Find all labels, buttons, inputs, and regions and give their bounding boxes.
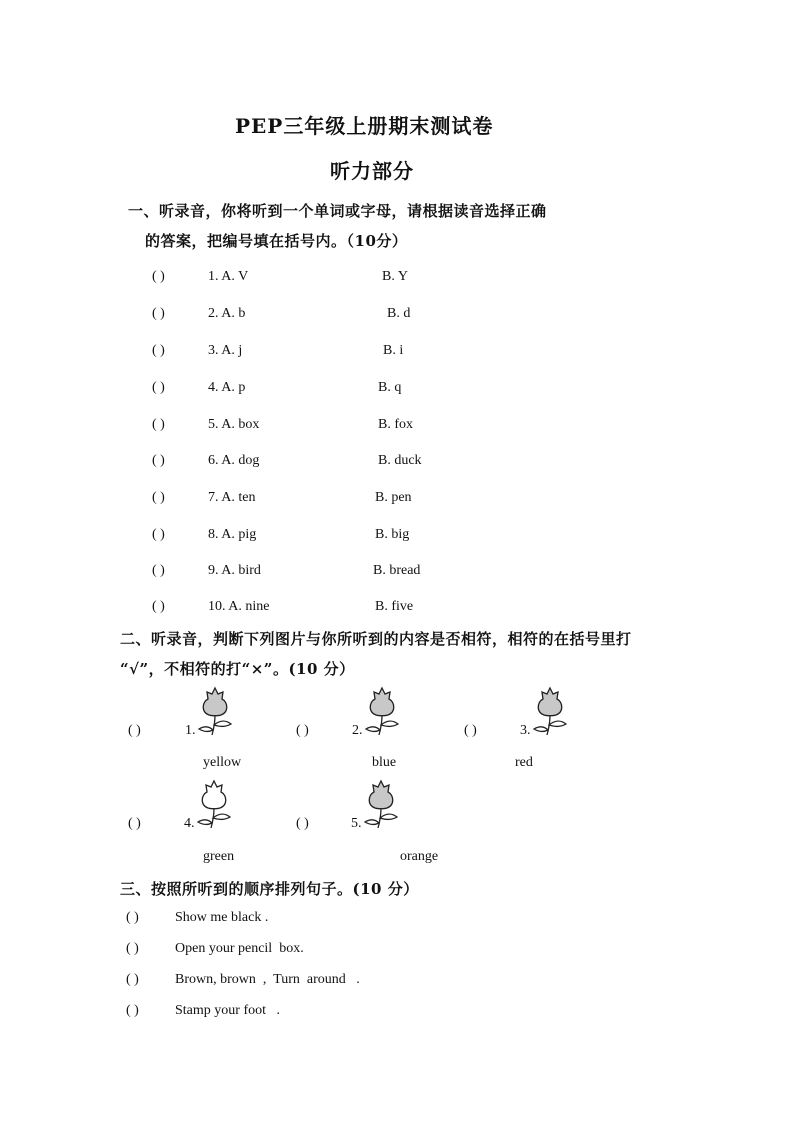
judge-blank[interactable]: ( ) xyxy=(464,723,477,738)
answer-blank[interactable]: ( ) xyxy=(152,563,165,578)
picture-number: 2. xyxy=(352,723,363,738)
color-label: red xyxy=(515,755,533,770)
answer-blank[interactable]: ( ) xyxy=(152,527,165,542)
section2-heading-line2: “√”，不相符的打“×”。(10 分） xyxy=(120,660,355,678)
option-b: B. d xyxy=(387,306,411,321)
tulip-flower-icon xyxy=(362,686,402,736)
color-label: blue xyxy=(372,755,397,770)
option-b: B. bread xyxy=(373,563,421,578)
judge-blank[interactable]: ( ) xyxy=(128,723,141,738)
answer-blank[interactable]: ( ) xyxy=(152,599,165,614)
option-b: B. Y xyxy=(382,269,408,284)
option-a: 4. A. p xyxy=(208,380,246,395)
judge-blank[interactable]: ( ) xyxy=(296,723,309,738)
tulip-flower-icon xyxy=(361,779,401,829)
color-label: green xyxy=(203,849,235,864)
option-a: 8. A. pig xyxy=(208,527,257,542)
color-label: orange xyxy=(400,849,439,864)
picture-number: 1. xyxy=(185,723,196,738)
sentence-text: Open your pencil box. xyxy=(175,941,304,956)
judge-blank[interactable]: ( ) xyxy=(128,816,141,831)
answer-blank[interactable]: ( ) xyxy=(152,269,165,284)
sentence-text: Brown, brown , Turn around . xyxy=(175,972,360,987)
tulip-flower-icon xyxy=(530,686,570,736)
option-b: B. fox xyxy=(378,417,413,432)
option-a: 6. A. dog xyxy=(208,453,260,468)
picture-number: 4. xyxy=(184,816,195,831)
picture-number: 3. xyxy=(520,723,531,738)
option-a: 7. A. ten xyxy=(208,490,256,505)
option-b: B. i xyxy=(383,343,404,358)
tulip-flower-icon xyxy=(194,779,234,829)
option-a: 3. A. j xyxy=(208,343,243,358)
picture-number: 5. xyxy=(351,816,362,831)
sentence-text: Show me black . xyxy=(175,910,269,925)
page-title: PEP三年级上册期末测试卷 xyxy=(235,114,494,138)
color-label: yellow xyxy=(203,755,242,770)
order-blank[interactable]: ( ) xyxy=(126,910,139,925)
page-subtitle: 听力部分 xyxy=(330,159,414,183)
section1-heading-line2: 的答案，把编号填在括号内。（10分） xyxy=(145,232,408,250)
option-a: 2. A. b xyxy=(208,306,246,321)
tulip-flower-icon xyxy=(195,686,235,736)
order-blank[interactable]: ( ) xyxy=(126,972,139,987)
answer-blank[interactable]: ( ) xyxy=(152,417,165,432)
option-b: B. big xyxy=(375,527,410,542)
option-a: 9. A. bird xyxy=(208,563,261,578)
option-a: 5. A. box xyxy=(208,417,260,432)
section3-heading: 三、按照所听到的顺序排列句子。(10 分） xyxy=(120,880,419,898)
option-a: 10. A. nine xyxy=(208,599,270,614)
section2-heading-line1: 二、听录音，判断下列图片与你所听到的内容是否相符，相符的在括号里打 xyxy=(120,630,632,648)
answer-blank[interactable]: ( ) xyxy=(152,306,165,321)
judge-blank[interactable]: ( ) xyxy=(296,816,309,831)
order-blank[interactable]: ( ) xyxy=(126,941,139,956)
answer-blank[interactable]: ( ) xyxy=(152,380,165,395)
option-a: 1. A. V xyxy=(208,269,249,284)
section1-heading-line1: 一、听录音，你将听到一个单词或字母，请根据读音选择正确 xyxy=(128,202,547,220)
option-b: B. duck xyxy=(378,453,422,468)
option-b: B. q xyxy=(378,380,402,395)
order-blank[interactable]: ( ) xyxy=(126,1003,139,1018)
option-b: B. five xyxy=(375,599,414,614)
answer-blank[interactable]: ( ) xyxy=(152,453,165,468)
answer-blank[interactable]: ( ) xyxy=(152,343,165,358)
answer-blank[interactable]: ( ) xyxy=(152,490,165,505)
sentence-text: Stamp your foot . xyxy=(175,1003,280,1018)
option-b: B. pen xyxy=(375,490,412,505)
